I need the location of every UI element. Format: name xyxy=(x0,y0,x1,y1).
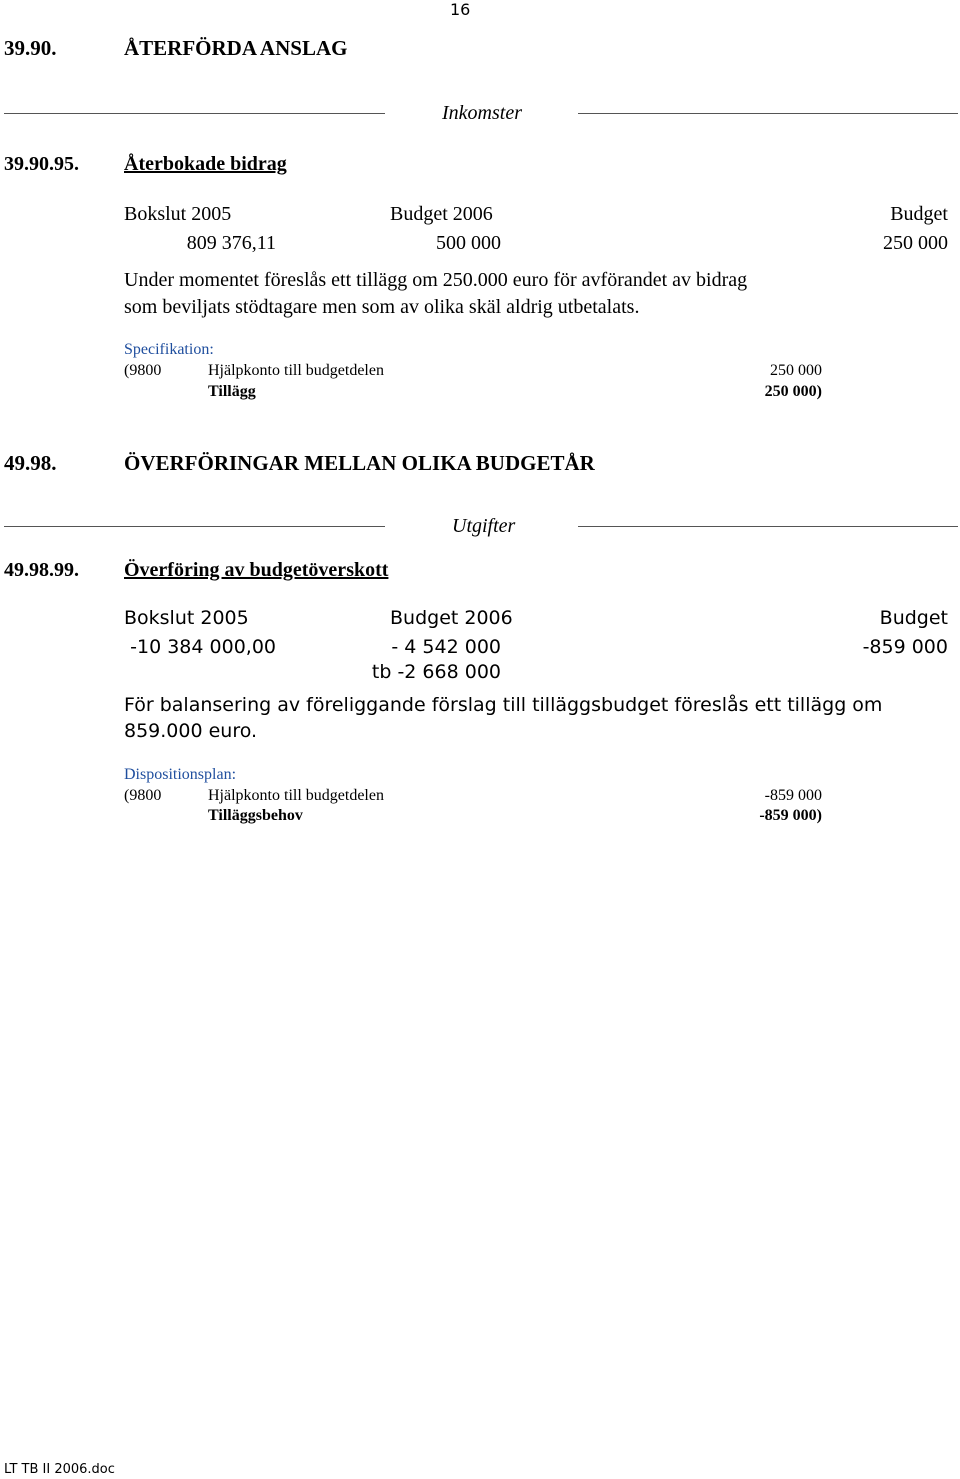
spec-name: Hjälpkonto till budgetdelen xyxy=(208,362,384,379)
spec-code: (9800 xyxy=(124,362,162,379)
value-budget: -859 000 xyxy=(862,636,948,658)
subsection-number: 39.90.95. xyxy=(4,153,79,175)
value-budget: 250 000 xyxy=(883,232,948,254)
value-budget-2006: - 4 542 000 xyxy=(391,636,501,658)
section-title: ÖVERFÖRINGAR MELLAN OLIKA BUDGETÅR xyxy=(124,451,595,475)
plan-name: Hjälpkonto till budgetdelen xyxy=(208,787,384,804)
header-budget-2006: Budget 2006 xyxy=(390,607,513,629)
divider-label-utgifter: Utgifter xyxy=(452,515,516,537)
body-text-line: 859.000 euro. xyxy=(124,720,258,742)
header-budget-2006: Budget 2006 xyxy=(390,203,493,225)
plan-total-value: -859 000) xyxy=(759,807,822,824)
section-title: ÅTERFÖRDA ANSLAG xyxy=(124,36,348,60)
body-text-line: För balansering av föreliggande förslag till tilläggsbudget föreslås ett tillägg om xyxy=(124,694,883,716)
body-text-line: Under momentet föreslås ett tillägg om 250.000 euro för avförandet av bidrag xyxy=(124,269,748,291)
header-bokslut: Bokslut 2005 xyxy=(124,203,232,225)
header-budget: Budget xyxy=(890,203,948,225)
divider-left xyxy=(4,526,385,527)
header-budget: Budget xyxy=(879,607,948,629)
plan-value: -859 000 xyxy=(764,787,822,804)
body-text-line: som beviljats stödtagare men som av olika skäl aldrig utbetalats. xyxy=(124,296,640,318)
footer-filename: LT TB II 2006.doc xyxy=(4,1462,115,1477)
plan-total-label: Tilläggsbehov xyxy=(208,807,303,824)
value-bokslut: 809 376,11 xyxy=(186,232,276,254)
subsection-title: Överföring av budgetöverskott xyxy=(124,559,389,581)
plan-code: (9800 xyxy=(124,787,162,804)
value-budget-2006-extra: tb -2 668 000 xyxy=(371,661,501,683)
spec-total-value: 250 000) xyxy=(764,383,822,400)
header-bokslut: Bokslut 2005 xyxy=(124,607,249,629)
value-budget-2006: 500 000 xyxy=(436,232,501,254)
divider-left xyxy=(4,113,385,114)
spec-label: Specifikation: xyxy=(124,341,214,358)
divider-label-inkomster: Inkomster xyxy=(442,102,522,124)
plan-label: Dispositionsplan: xyxy=(124,766,237,783)
value-bokslut: -10 384 000,00 xyxy=(130,636,276,658)
subsection-number: 49.98.99. xyxy=(4,559,79,581)
page-number: 16 xyxy=(450,0,471,19)
spec-total-label: Tillägg xyxy=(208,383,256,400)
section-number: 39.90. xyxy=(4,36,57,60)
subsection-title: Återbokade bidrag xyxy=(124,153,287,175)
section-number: 49.98. xyxy=(4,451,57,475)
spec-value: 250 000 xyxy=(770,362,822,379)
divider-right xyxy=(578,113,958,114)
divider-right xyxy=(578,526,958,527)
